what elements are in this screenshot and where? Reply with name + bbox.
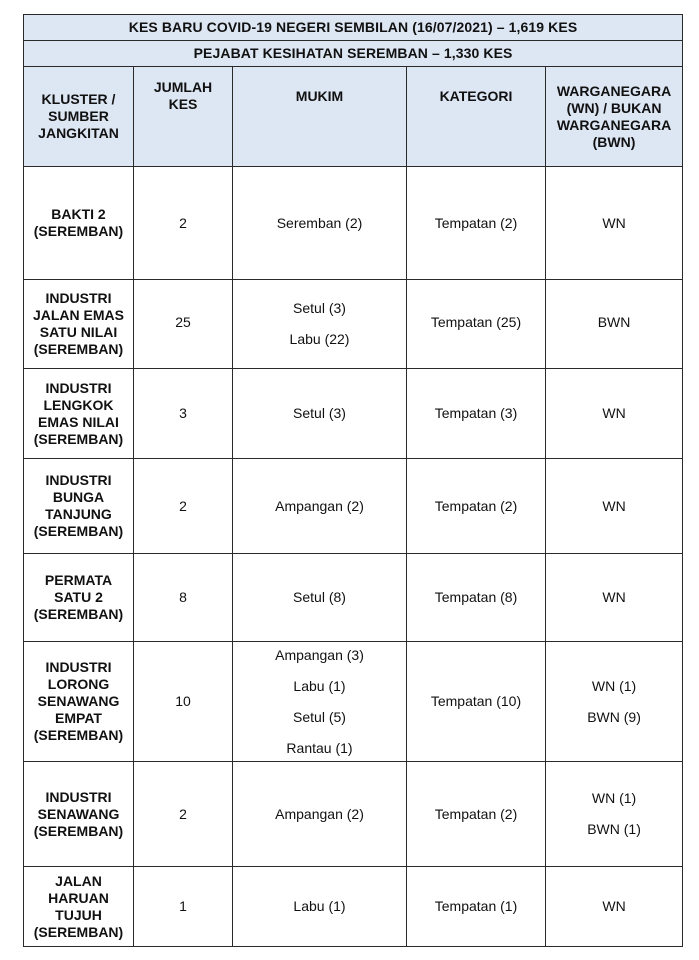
warganegara-cell: WN (1) BWN (9) — [546, 642, 683, 762]
mukim-cell: Seremban (2) — [233, 167, 407, 280]
kluster-cell: BAKTI 2 (SEREMBAN) — [24, 167, 134, 280]
kategori-cell: Tempatan (10) — [407, 642, 546, 762]
header-jumlah: JUMLAH KES — [134, 67, 233, 167]
jumlah-cell: 25 — [134, 280, 233, 369]
table-row — [24, 762, 683, 867]
jumlah-cell: 2 — [134, 167, 233, 280]
mukim-cell: Ampangan (2) — [233, 762, 407, 867]
header-row — [24, 67, 683, 167]
mukim-cell: Labu (1) — [233, 867, 407, 947]
kluster-cell: PERMATA SATU 2 (SEREMBAN) — [24, 554, 134, 642]
table-row — [24, 167, 683, 280]
table-row — [24, 459, 683, 554]
jumlah-cell: 2 — [134, 762, 233, 867]
warganegara-cell: WN (1) BWN (1) — [546, 762, 683, 867]
jumlah-cell: 2 — [134, 459, 233, 554]
jumlah-cell: 8 — [134, 554, 233, 642]
mukim-cell: Ampangan (3) Labu (1) Setul (5) Rantau (1) — [233, 642, 407, 762]
table-title: KES BARU COVID-19 NEGERI SEMBILAN (16/07/2021) – 1,619 KES — [24, 15, 683, 41]
kategori-cell: Tempatan (25) — [407, 280, 546, 369]
header-kluster: KLUSTER / SUMBER JANGKITAN — [24, 67, 134, 167]
header-warganegara: WARGANEGARA (WN) / BUKAN WARGANEGARA (BWN) — [546, 67, 683, 167]
table-row — [24, 280, 683, 369]
table-row — [24, 642, 683, 762]
jumlah-cell: 10 — [134, 642, 233, 762]
mukim-cell: Setul (3) Labu (22) — [233, 280, 407, 369]
warganegara-cell: WN — [546, 867, 683, 947]
cases-table — [23, 14, 683, 947]
table-subtitle: PEJABAT KESIHATAN SEREMBAN – 1,330 KES — [24, 41, 683, 67]
subtitle-row — [24, 41, 683, 67]
warganegara-cell: WN — [546, 554, 683, 642]
kluster-cell: INDUSTRI SENAWANG (SEREMBAN) — [24, 762, 134, 867]
mukim-cell: Setul (8) — [233, 554, 407, 642]
mukim-cell: Setul (3) — [233, 369, 407, 459]
table-row — [24, 369, 683, 459]
kategori-cell: Tempatan (8) — [407, 554, 546, 642]
kluster-cell: INDUSTRI BUNGA TANJUNG (SEREMBAN) — [24, 459, 134, 554]
jumlah-cell: 3 — [134, 369, 233, 459]
kategori-cell: Tempatan (2) — [407, 762, 546, 867]
table-row — [24, 867, 683, 947]
table-row — [24, 554, 683, 642]
kluster-cell: INDUSTRI LORONG SENAWANG EMPAT (SEREMBAN) — [24, 642, 134, 762]
jumlah-cell: 1 — [134, 867, 233, 947]
title-row — [24, 15, 683, 41]
warganegara-cell: WN — [546, 167, 683, 280]
kluster-cell: JALAN HARUAN TUJUH (SEREMBAN) — [24, 867, 134, 947]
kategori-cell: Tempatan (1) — [407, 867, 546, 947]
header-mukim: MUKIM — [233, 67, 407, 167]
warganegara-cell: WN — [546, 369, 683, 459]
kategori-cell: Tempatan (3) — [407, 369, 546, 459]
kategori-cell: Tempatan (2) — [407, 167, 546, 280]
kluster-cell: INDUSTRI JALAN EMAS SATU NILAI (SEREMBAN) — [24, 280, 134, 369]
header-kategori: KATEGORI — [407, 67, 546, 167]
warganegara-cell: WN — [546, 459, 683, 554]
warganegara-cell: BWN — [546, 280, 683, 369]
kluster-cell: INDUSTRI LENGKOK EMAS NILAI (SEREMBAN) — [24, 369, 134, 459]
mukim-cell: Ampangan (2) — [233, 459, 407, 554]
kategori-cell: Tempatan (2) — [407, 459, 546, 554]
